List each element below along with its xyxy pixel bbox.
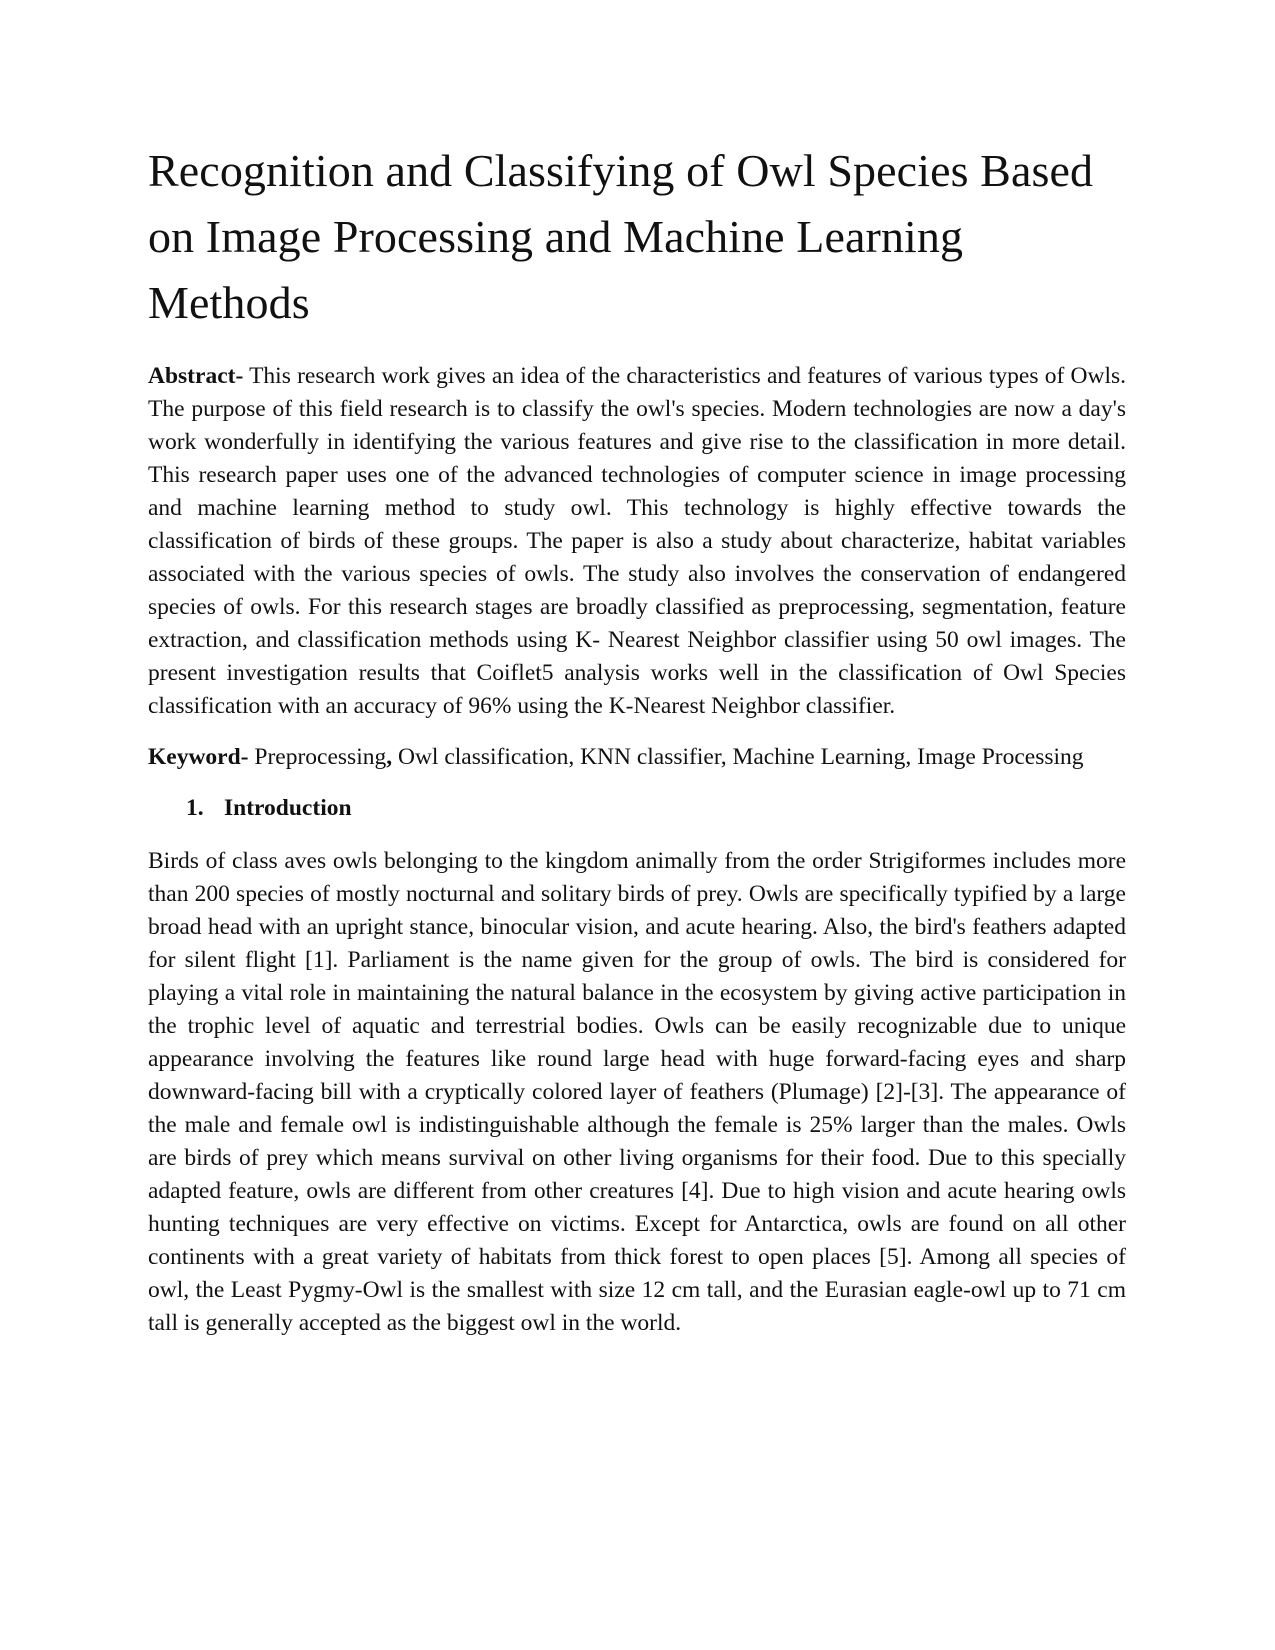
paper-page (148, 138, 1126, 1340)
section-number: 1. (186, 795, 204, 821)
keyword-comma: , (386, 744, 393, 770)
abstract-label: Abstract- (148, 363, 244, 389)
keyword-first: Preprocessing (248, 744, 387, 770)
keywords-paragraph (148, 741, 1126, 774)
introduction-paragraph: Birds of class aves owls belonging to the kingdom animally from the order Strigiformes includes more than 200 species of mostly nocturnal and solitary birds of prey. Owls are specifically typified by a large broad head with an upright stance, binocular vision, and acute hearing. Also, the bird's feathers adapted for silent flight [1]. Parliament is the name given for the group of owls. The bird is considered for playing a vital role in maintaining the natural balance in the ecosystem by giving active participation in the trophic level of aquatic and terrestrial bodies. Owls can be easily recognizable due to unique appearance involving the features like round large head with huge forward-facing eyes and sharp downward-facing bill with a cryptically colored layer of feathers (Plumage) [2]-[3]. The appearance of the male and female owl is indistinguishable although the female is 25% larger than the males. Owls are birds of prey which means survival on other living organisms for their food. Due to this specially adapted feature, owls are different from other creatures [4]. Due to high vision and acute hearing owls hunting techniques are very effective on victims. Except for Antarctica, owls are found on all other continents with a great variety of habitats from thick forest to open places [5]. Among all species of owl, the Least Pygmy-Owl is the smallest with size 12 cm tall, and the Eurasian eagle-owl up to 71 cm tall is generally accepted as the biggest owl in the world. (148, 848, 1126, 1336)
abstract-paragraph (148, 360, 1126, 723)
paper-title: Recognition and Classifying of Owl Species Based on Image Processing and Machine Learning Methods (148, 145, 1094, 328)
keywords-rest: Owl classification, KNN classifier, Machine Learning, Image Processing (392, 744, 1084, 770)
section-heading-introduction (148, 792, 1126, 825)
abstract-text: This research work gives an idea of the characteristics and features of various types of Owls. The purpose of this field research is to classify the owl's species. Modern technologies are now a day's work wonderfully in identifying the various features and give rise to the classification in more detail. This research paper uses one of the advanced technologies of computer science in image processing and machine learning method to study owl. This technology is highly effective towards the classification of birds of these groups. The paper is also a study about characterize, habitat variables associated with the various species of owls. The study also involves the conservation of endangered species of owls. For this research stages are broadly classified as preprocessing, segmentation, feature extraction, and classification methods using K- Nearest Neighbor classifier using 50 owl images. The present investigation results that Coiflet5 analysis works well in the classification of Owl Species classification with an accuracy of 96% using the K-Nearest Neighbor classifier. (148, 363, 1126, 719)
keywords-label: Keyword- (148, 744, 249, 770)
section-title: Introduction (224, 795, 352, 821)
